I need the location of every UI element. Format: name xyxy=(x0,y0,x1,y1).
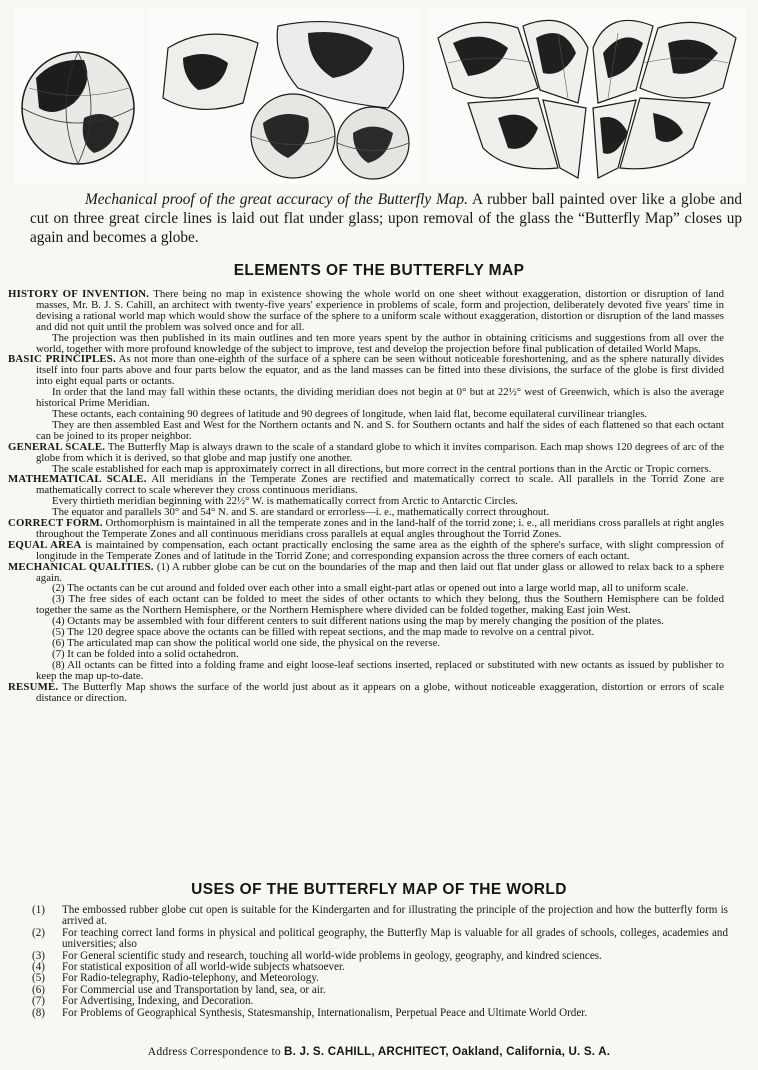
section-text: (1) A rubber globe can be cut on the boundaries of the map and then laid out flat under glass or allowed to relax back to a sphere again. xyxy=(36,560,725,584)
section-text: The Butterfly Map shows the surface of the world just about as it appears on a globe, without noticeable exaggeration, distortion or errors of scale distance or direction. xyxy=(36,680,724,704)
section-title: HISTORY OF INVENTION. xyxy=(8,288,150,300)
section-title: GENERAL SCALE. xyxy=(8,440,106,453)
item-text: For statistical exposition of all world-wide subjects whatsoever. xyxy=(62,961,345,974)
section-paragraph: (5) The 120 degree space above the octants can be filled with repeat sections, and the map made to revolve on a central pivot. xyxy=(52,626,595,639)
address-name: B. J. S. CAHILL, ARCHITECT, Oakland, California, U. S. A. xyxy=(284,1045,611,1058)
item-number: (8) xyxy=(32,1006,45,1019)
uses-heading: USES OF THE BUTTERFLY MAP OF THE WORLD xyxy=(191,881,567,898)
photo-strip xyxy=(14,8,746,184)
section-title: EQUAL AREA xyxy=(8,538,82,551)
section-paragraph: (2) The octants can be cut around and folded over each other into a small eight-part atlas or opened out into a large world map, all to uniform scale. xyxy=(52,582,689,595)
section-paragraph: Every thirtieth meridian beginning with 22½° W. is mathematically correct from Arctic to Antarctic Circles. xyxy=(52,495,518,508)
item-number: (6) xyxy=(32,983,45,996)
section-text: Orthomorphism is maintained in all the temperate zones and in the land-half of the torrid zone; i. e., all meridians cross parallels at right angles throughout the Temperate Zones and all continuous meridians cross parallels at equal angles throughout the Torrid Zones. xyxy=(36,517,724,540)
item-number: (4) xyxy=(32,961,45,974)
item-text: For teaching correct land forms in physical and political geography, the Butterfly Map is valuable for all grades of schools, colleges, academies and universities; also xyxy=(62,926,728,951)
item-text: For Radio-telegraphy, Radio-telephony, and Meteorology. xyxy=(62,972,319,985)
section-equal-area xyxy=(8,540,724,562)
section-paragraph: The equator and parallels 30° and 54° N. and S. are standard or errorless—i. e., mathematically correct throughout. xyxy=(52,506,550,519)
section-basic-principles xyxy=(8,354,724,387)
section-paragraph: (4) Octants may be assembled with four different centers to suit different nations using the map by merely changing the position of the plates. xyxy=(52,615,664,628)
section-paragraph: They are then assembled East and West for the Northern octants and N. and S. for Southern octants and half the sides of each flattened so that each octant can be joined to its proper neighbor. xyxy=(36,418,724,442)
section-general-scale xyxy=(8,442,724,464)
item-number: (1) xyxy=(32,904,45,916)
section-title: MATHEMATICAL SCALE. xyxy=(8,473,147,486)
section-title: CORRECT FORM. xyxy=(8,517,103,530)
item-text: For Problems of Geographical Synthesis, Statesmanship, Internationalism, Perpetual Peace and Ultimate World Order. xyxy=(62,1006,588,1019)
elements-heading: ELEMENTS OF THE BUTTERFLY MAP xyxy=(233,262,525,279)
section-title: RESUME. xyxy=(8,680,59,693)
section-text: The Butterfly Map is always drawn to the scale of a standard globe to which it invites comparison. Each map shows 120 degrees of arc of the globe from which it is derived, so that globe and map justify one another. xyxy=(36,440,725,464)
item-text: The embossed rubber globe cut open is suitable for the Kindergarten and for illustrating the principle of the projection and how the butterfly form is arrived at. xyxy=(62,904,728,928)
section-text: There being no map in existence showing the whole world on one sheet without exaggeration, distortion or disruption of land masses, Mr. B. J. S. Cahill, an architect with twenty-five years' experience in problems of scale, form and projection, deliberately devoted five years' time in devising a rational world map which would show the surface of the sphere to a uniform scale without exaggeration, distortion or disruption of the land masses and did not quit until the problem was solved once and for all. xyxy=(36,288,724,333)
section-paragraph: These octants, each containing 90 degrees of latitude and 90 degrees of longitude, when laid flat, become equilateral curvilinear triangles. xyxy=(52,407,648,420)
section-text: As not more than one-eighth of the surface of a sphere can be seen without noticeable foreshortening, and as the sphere naturally divides itself into four parts above and four parts below the equator, and as the land masses can be fitted into these divisions, the surface of the globe is first divided into eight equal parts or octants. xyxy=(36,353,724,388)
caption-italic: Mechanical proof of the great accuracy of the Butterfly Map. xyxy=(85,191,468,208)
section-history xyxy=(8,289,724,333)
section-text: is maintained by compensation, each octant practically enclosing the same area as the eighth of the sphere's surface, with slight compression of longitude in the Temperate Zones and of latitude in the Torrid Zone; and corresponding expansion across the three corners of each octant. xyxy=(36,538,724,562)
section-resume xyxy=(8,682,724,704)
photo-cut-globe xyxy=(14,8,144,184)
section-paragraph: The projection was then published in its main outlines and ten more years spent by the author in obtaining criticisms and suggestions from all over the world, together with more profound knowledge of the subject to improve, test and develop the projection before final publication of detailed World Maps. xyxy=(36,331,724,355)
address-line xyxy=(0,1045,758,1058)
list-item xyxy=(32,1008,728,1019)
section-mechanical-qualities xyxy=(8,562,724,584)
list-item xyxy=(32,928,728,951)
photo-opening-globes xyxy=(148,8,420,184)
photo-caption xyxy=(30,190,742,247)
item-number: (2) xyxy=(32,926,45,939)
item-number: (3) xyxy=(32,949,45,962)
section-paragraph: (6) The articulated map can show the political world one side, the physical on the reverse. xyxy=(52,637,441,649)
item-text: For Commercial use and Transportation by land, sea, or air. xyxy=(62,983,326,996)
item-number: (7) xyxy=(32,995,45,1008)
item-text: For General scientific study and research, touching all world-wide problems in geology, geography, and kindred sciences. xyxy=(62,949,602,962)
photo-butterfly-flat xyxy=(428,8,746,184)
section-paragraph: (7) It can be folded into a solid octahedron. xyxy=(52,647,239,660)
section-paragraph: The scale established for each map is approximately correct in all directions, but more correct in the central portions than in the Arctic or Tropic corners. xyxy=(52,462,712,475)
section-title: MECHANICAL QUALITIES. xyxy=(8,560,154,573)
elements-body xyxy=(8,289,724,703)
section-paragraph: (3) The free sides of each octant can be folded to meet the sides of other octants to which they belong, thus the Southern Hemisphere can be folded together the same as the Northern Hemisphere, or the Northern Hemisphere where divided can be folded together, making East join West. xyxy=(36,593,724,617)
item-number: (5) xyxy=(32,972,45,985)
caption-text: A rubber ball painted over like a globe and cut on three great circle lines is laid out flat under glass; upon removal of the glass the “Butterfly Map” closes up again and becomes a globe. xyxy=(30,191,742,246)
section-title: BASIC PRINCIPLES. xyxy=(8,353,116,366)
uses-list xyxy=(32,905,728,1019)
section-text: All meridians in the Temperate Zones are rectified and matematically correct to scale. All parallels in the Torrid Zone are mathematically correct to scale wherever they cross continuous meridians. xyxy=(36,473,724,497)
section-paragraph: In order that the land may fall within these octants, the dividing meridian does not begin at 0° but at 22½° west of Greenwich, which is also the average historical Prime Meridian. xyxy=(36,386,724,410)
section-correct-form xyxy=(8,518,724,540)
section-mathematical-scale xyxy=(8,474,724,496)
item-text: For Advertising, Indexing, and Decoration. xyxy=(62,995,254,1008)
section-paragraph: (8) All octants can be fitted into a folding frame and eight loose-leaf sections inserted, replaced or substituted with new octants as issued by publisher to keep the map up-to-date. xyxy=(36,658,724,682)
list-item xyxy=(32,905,728,928)
address-prefix: Address Correspondence to xyxy=(147,1045,285,1058)
